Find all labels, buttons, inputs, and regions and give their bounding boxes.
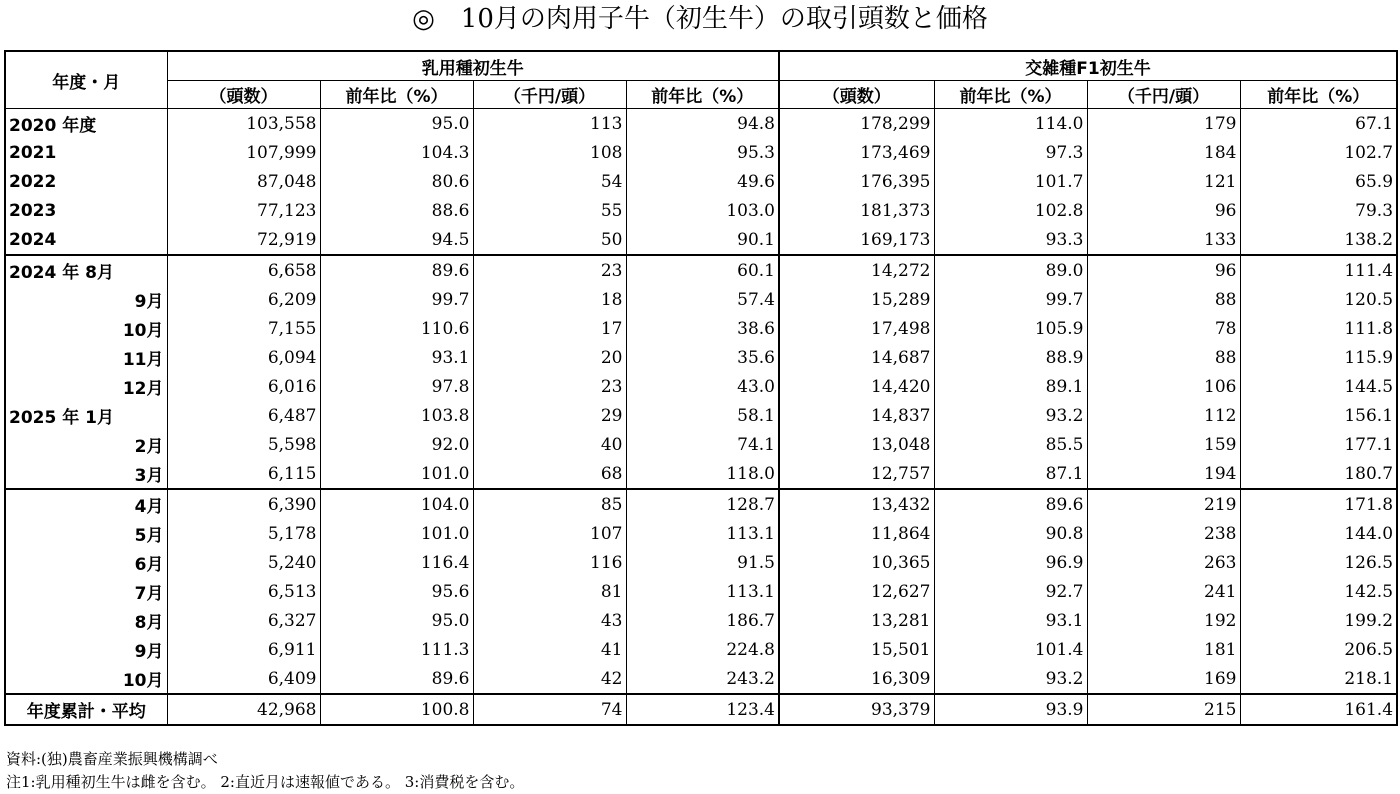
cattle-trade-table [4,50,1398,726]
cell-value: 111.3 [320,635,473,664]
cell-value: 104.0 [320,489,473,519]
cell-value: 88.9 [934,343,1087,372]
cell-value: 111.8 [1240,314,1397,343]
cell-value: 81 [473,577,626,606]
cell-value: 5,240 [167,548,320,577]
row-label: 2025 年 1月 [5,401,167,430]
cell-value: 12,757 [779,459,934,489]
row-label: 年度累計・平均 [5,694,167,725]
cell-value: 199.2 [1240,606,1397,635]
cell-value: 111.4 [1240,255,1397,285]
cell-value: 58.1 [626,401,779,430]
cell-value: 96 [1087,196,1240,225]
cell-value: 23 [473,255,626,285]
row-label: 11月 [5,343,167,372]
cell-value: 87,048 [167,167,320,196]
table-row [5,459,1397,489]
table-row [5,694,1397,725]
cell-value: 6,209 [167,285,320,314]
cell-value: 169,173 [779,225,934,255]
cell-value: 116 [473,548,626,577]
cell-value: 10,365 [779,548,934,577]
cell-value: 11,864 [779,519,934,548]
cell-value: 224.8 [626,635,779,664]
row-label: 9月 [5,635,167,664]
cell-value: 93.1 [934,606,1087,635]
cell-value: 243.2 [626,664,779,694]
cell-value: 93.3 [934,225,1087,255]
cell-value: 99.7 [320,285,473,314]
cell-value: 101.0 [320,519,473,548]
header-group-dairy: 乳用種初生牛 [167,51,779,81]
cell-value: 77,123 [167,196,320,225]
cell-value: 142.5 [1240,577,1397,606]
cell-value: 88 [1087,285,1240,314]
cell-value: 178,299 [779,109,934,139]
cell-value: 88 [1087,343,1240,372]
row-label: 2021 [5,138,167,167]
header-sub: 前年比（%） [934,81,1087,109]
cell-value: 89.6 [934,489,1087,519]
cell-value: 89.6 [320,255,473,285]
cell-value: 101.7 [934,167,1087,196]
header-sub: 前年比（%） [1240,81,1397,109]
cell-value: 186.7 [626,606,779,635]
cell-value: 95.0 [320,606,473,635]
cell-value: 6,390 [167,489,320,519]
cell-value: 72,919 [167,225,320,255]
table-row [5,343,1397,372]
cell-value: 106 [1087,372,1240,401]
cell-value: 94.8 [626,109,779,139]
cell-value: 14,687 [779,343,934,372]
cell-value: 218.1 [1240,664,1397,694]
row-label: 8月 [5,606,167,635]
cell-value: 54 [473,167,626,196]
cell-value: 85 [473,489,626,519]
cell-value: 89.1 [934,372,1087,401]
cell-value: 181,373 [779,196,934,225]
cell-value: 6,115 [167,459,320,489]
cell-value: 92.7 [934,577,1087,606]
cell-value: 105.9 [934,314,1087,343]
cell-value: 121 [1087,167,1240,196]
header-sub: （千円/頭） [473,81,626,109]
cell-value: 123.4 [626,694,779,725]
footnotes: 注1:乳用種初生牛は雌を含む。 2:直近月は速報値である。 3:消費税を含む。 [6,773,525,791]
cell-value: 215 [1087,694,1240,725]
row-label: 2024 [5,225,167,255]
cell-value: 173,469 [779,138,934,167]
cell-value: 6,487 [167,401,320,430]
table-row [5,635,1397,664]
cell-value: 133 [1087,225,1240,255]
cell-value: 80.6 [320,167,473,196]
table-row [5,255,1397,285]
cell-value: 108 [473,138,626,167]
cell-value: 6,094 [167,343,320,372]
cell-value: 169 [1087,664,1240,694]
cell-value: 113.1 [626,519,779,548]
row-label: 12月 [5,372,167,401]
cell-value: 93.2 [934,401,1087,430]
cell-value: 6,327 [167,606,320,635]
source-note: 資料:(独)農畜産業振興機構調べ [6,750,218,768]
cell-value: 96 [1087,255,1240,285]
cell-value: 14,837 [779,401,934,430]
row-label: 6月 [5,548,167,577]
table-row [5,548,1397,577]
cell-value: 120.5 [1240,285,1397,314]
cell-value: 128.7 [626,489,779,519]
cell-value: 67.1 [1240,109,1397,139]
cell-value: 23 [473,372,626,401]
cell-value: 241 [1087,577,1240,606]
table-row [5,519,1397,548]
cell-value: 159 [1087,430,1240,459]
cell-value: 78 [1087,314,1240,343]
cell-value: 92.0 [320,430,473,459]
table-row [5,285,1397,314]
cell-value: 6,016 [167,372,320,401]
cell-value: 7,155 [167,314,320,343]
cell-value: 103.0 [626,196,779,225]
cell-value: 88.6 [320,196,473,225]
cell-value: 194 [1087,459,1240,489]
cell-value: 93.9 [934,694,1087,725]
cell-value: 90.8 [934,519,1087,548]
cell-value: 126.5 [1240,548,1397,577]
cell-value: 104.3 [320,138,473,167]
cell-value: 107,999 [167,138,320,167]
cell-value: 103.8 [320,401,473,430]
cell-value: 100.8 [320,694,473,725]
table-row [5,401,1397,430]
cell-value: 74.1 [626,430,779,459]
cell-value: 18 [473,285,626,314]
cell-value: 42,968 [167,694,320,725]
cell-value: 5,178 [167,519,320,548]
cell-value: 114.0 [934,109,1087,139]
cell-value: 16,309 [779,664,934,694]
cell-value: 12,627 [779,577,934,606]
cell-value: 113 [473,109,626,139]
cell-value: 42 [473,664,626,694]
header-group-f1: 交雑種F1初生牛 [779,51,1397,81]
cell-value: 15,289 [779,285,934,314]
row-label: 7月 [5,577,167,606]
cell-value: 118.0 [626,459,779,489]
cell-value: 38.6 [626,314,779,343]
cell-value: 20 [473,343,626,372]
cell-value: 93.2 [934,664,1087,694]
table-row [5,372,1397,401]
cell-value: 74 [473,694,626,725]
table-row [5,196,1397,225]
cell-value: 184 [1087,138,1240,167]
cell-value: 102.7 [1240,138,1397,167]
cell-value: 115.9 [1240,343,1397,372]
cell-value: 89.0 [934,255,1087,285]
header-sub: 前年比（%） [626,81,779,109]
cell-value: 99.7 [934,285,1087,314]
header-sub: （頭数） [167,81,320,109]
cell-value: 14,420 [779,372,934,401]
cell-value: 15,501 [779,635,934,664]
cell-value: 97.8 [320,372,473,401]
cell-value: 171.8 [1240,489,1397,519]
cell-value: 5,598 [167,430,320,459]
row-label: 3月 [5,459,167,489]
cell-value: 116.4 [320,548,473,577]
row-label: 2024 年 8月 [5,255,167,285]
cell-value: 102.8 [934,196,1087,225]
cell-value: 6,513 [167,577,320,606]
cell-value: 107 [473,519,626,548]
cell-value: 79.3 [1240,196,1397,225]
cell-value: 87.1 [934,459,1087,489]
table-row [5,225,1397,255]
cell-value: 103,558 [167,109,320,139]
cell-value: 177.1 [1240,430,1397,459]
table-row [5,430,1397,459]
cell-value: 13,432 [779,489,934,519]
cell-value: 68 [473,459,626,489]
cell-value: 40 [473,430,626,459]
cell-value: 60.1 [626,255,779,285]
cell-value: 93,379 [779,694,934,725]
cell-value: 219 [1087,489,1240,519]
cell-value: 14,272 [779,255,934,285]
row-label: 5月 [5,519,167,548]
table-row [5,577,1397,606]
row-label: 10月 [5,664,167,694]
cell-value: 93.1 [320,343,473,372]
cell-value: 176,395 [779,167,934,196]
cell-value: 65.9 [1240,167,1397,196]
table-row [5,664,1397,694]
cell-value: 95.3 [626,138,779,167]
header-sub: 前年比（%） [320,81,473,109]
cell-value: 179 [1087,109,1240,139]
cell-value: 94.5 [320,225,473,255]
cell-value: 110.6 [320,314,473,343]
cell-value: 112 [1087,401,1240,430]
cell-value: 101.0 [320,459,473,489]
row-label: 10月 [5,314,167,343]
row-label: 2023 [5,196,167,225]
cell-value: 90.1 [626,225,779,255]
cell-value: 95.0 [320,109,473,139]
row-label: 2月 [5,430,167,459]
cell-value: 57.4 [626,285,779,314]
table-row [5,109,1397,139]
cell-value: 206.5 [1240,635,1397,664]
cell-value: 97.3 [934,138,1087,167]
cell-value: 85.5 [934,430,1087,459]
cell-value: 180.7 [1240,459,1397,489]
row-label: 4月 [5,489,167,519]
cell-value: 263 [1087,548,1240,577]
table-row [5,167,1397,196]
cell-value: 89.6 [320,664,473,694]
cell-value: 181 [1087,635,1240,664]
table-row [5,606,1397,635]
cell-value: 91.5 [626,548,779,577]
cell-value: 41 [473,635,626,664]
cell-value: 35.6 [626,343,779,372]
header-period: 年度・月 [5,51,167,109]
cell-value: 49.6 [626,167,779,196]
cell-value: 161.4 [1240,694,1397,725]
cell-value: 101.4 [934,635,1087,664]
cell-value: 17,498 [779,314,934,343]
cell-value: 17 [473,314,626,343]
cell-value: 138.2 [1240,225,1397,255]
cell-value: 6,911 [167,635,320,664]
header-sub: （千円/頭） [1087,81,1240,109]
table-row [5,314,1397,343]
cell-value: 43 [473,606,626,635]
cell-value: 95.6 [320,577,473,606]
cell-value: 6,409 [167,664,320,694]
cell-value: 144.0 [1240,519,1397,548]
row-label: 9月 [5,285,167,314]
cell-value: 13,048 [779,430,934,459]
cell-value: 238 [1087,519,1240,548]
cell-value: 29 [473,401,626,430]
table-body [5,109,1397,726]
table-row [5,138,1397,167]
header-sub: （頭数） [779,81,934,109]
cell-value: 156.1 [1240,401,1397,430]
cell-value: 43.0 [626,372,779,401]
cell-value: 50 [473,225,626,255]
cell-value: 192 [1087,606,1240,635]
page-title: ◎ 10月の肉用子牛（初生牛）の取引頭数と価格 [412,4,988,34]
cell-value: 96.9 [934,548,1087,577]
cell-value: 13,281 [779,606,934,635]
row-label: 2020 年度 [5,109,167,139]
row-label: 2022 [5,167,167,196]
table-row [5,489,1397,519]
cell-value: 55 [473,196,626,225]
cell-value: 113.1 [626,577,779,606]
cell-value: 6,658 [167,255,320,285]
cell-value: 144.5 [1240,372,1397,401]
